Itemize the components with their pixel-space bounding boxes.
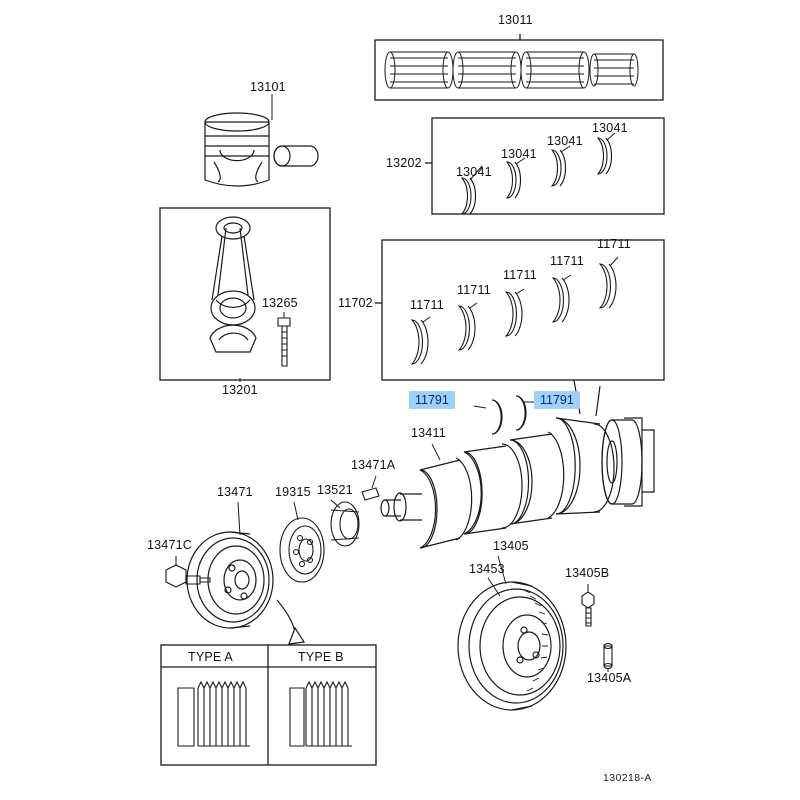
label-11711-a: 11711 <box>597 237 631 251</box>
label-13411: 13411 <box>411 426 446 440</box>
label-13201: 13201 <box>222 383 258 397</box>
drawing-code: 130218-A <box>603 772 652 784</box>
label-13521: 13521 <box>317 483 353 497</box>
label-11711-c: 11711 <box>503 268 537 282</box>
label-13471c: 13471C <box>147 538 192 552</box>
highlight-11791-left[interactable]: 11791 <box>409 391 455 409</box>
label-13041-a: 13041 <box>592 121 628 135</box>
label-13041-d: 13041 <box>456 165 492 179</box>
label-13471: 13471 <box>217 485 253 499</box>
label-13011: 13011 <box>498 13 533 27</box>
label-13405a: 13405A <box>587 671 632 685</box>
label-13471a: 13471A <box>351 458 396 472</box>
label-19315: 19315 <box>275 485 311 499</box>
label-13405: 13405 <box>493 539 529 553</box>
label-13041-b: 13041 <box>547 134 583 148</box>
label-13202: 13202 <box>386 156 422 170</box>
label-13101: 13101 <box>250 80 286 94</box>
label-13453: 13453 <box>469 562 505 576</box>
label-11702: 11702 <box>338 296 373 310</box>
type-a-header: TYPE A <box>188 650 233 664</box>
label-13405b: 13405B <box>565 566 610 580</box>
label-13265: 13265 <box>262 296 298 310</box>
type-b-header: TYPE B <box>298 650 344 664</box>
label-13041-c: 13041 <box>501 147 537 161</box>
label-11711-e: 11711 <box>410 298 444 312</box>
label-11711-b: 11711 <box>550 254 584 268</box>
highlight-11791-right[interactable]: 11791 <box>534 391 580 409</box>
label-11711-d: 11711 <box>457 283 491 297</box>
